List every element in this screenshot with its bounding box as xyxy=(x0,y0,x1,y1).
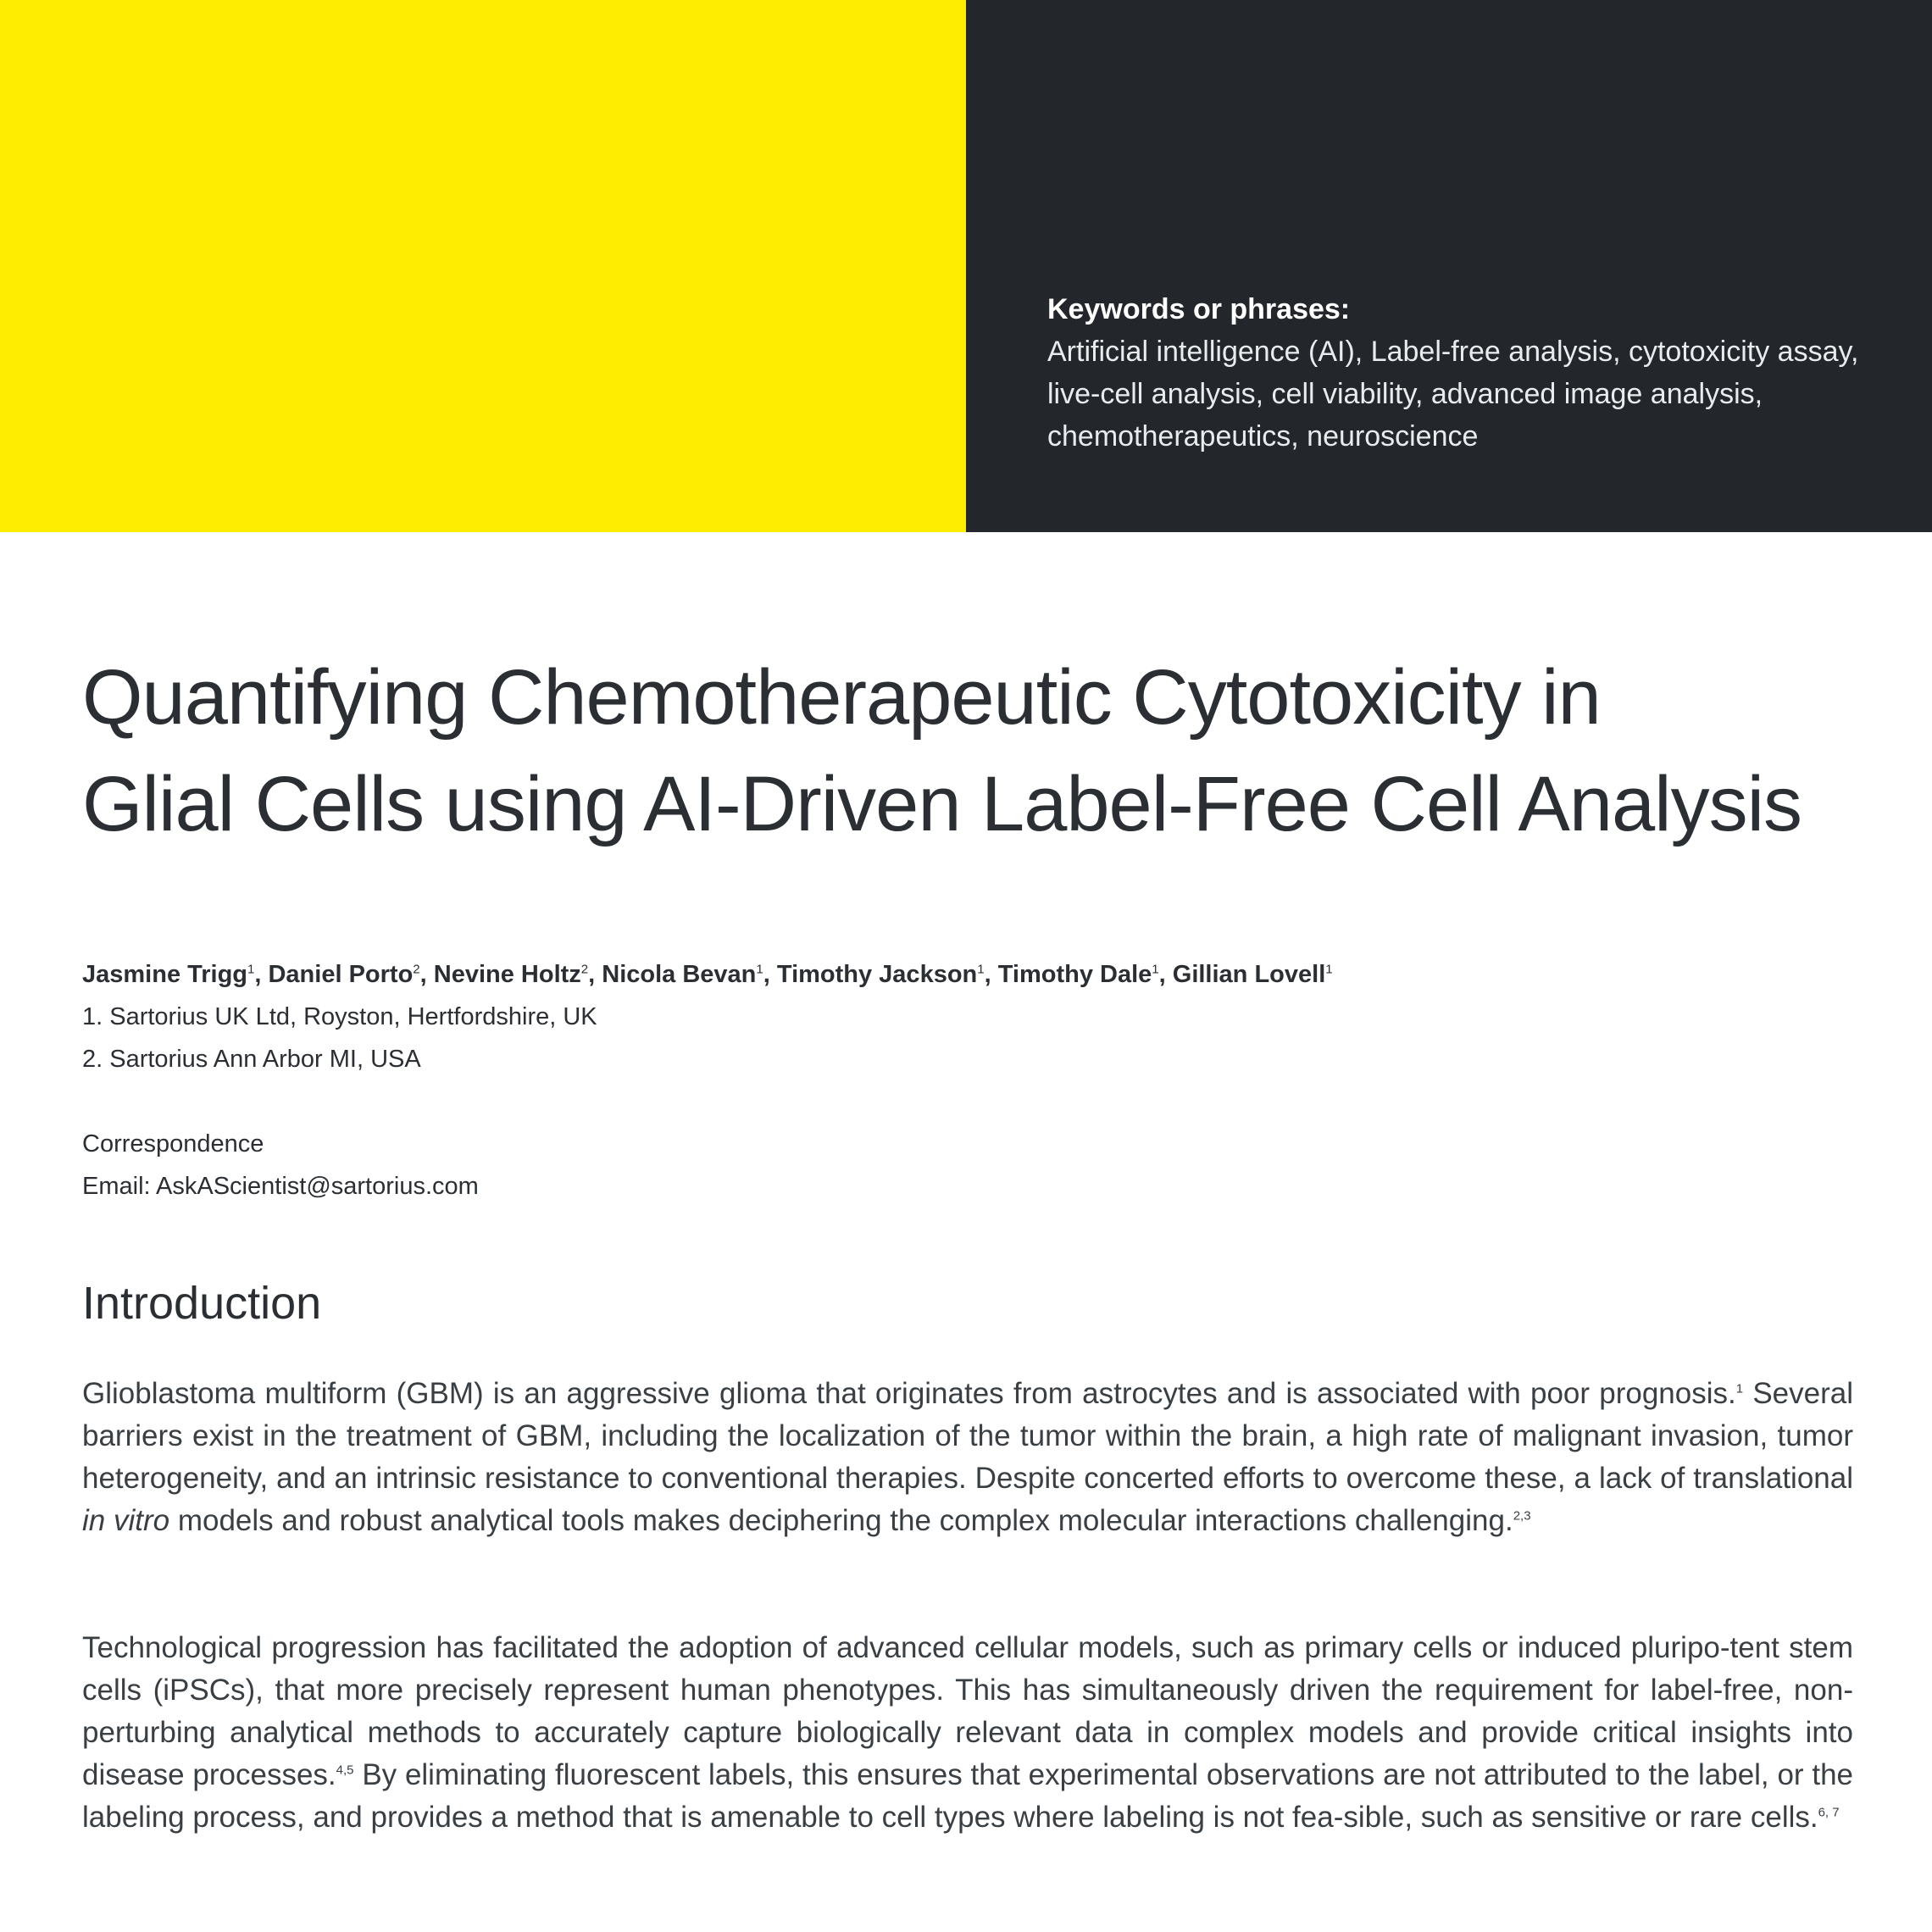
author-name: Daniel Porto xyxy=(268,961,414,988)
header-yellow-block xyxy=(0,0,966,532)
author-affiliation: 1 xyxy=(977,962,985,977)
intro-paragraph-2 xyxy=(82,1627,1853,1839)
author-name: Nevine Holtz xyxy=(433,961,581,988)
document-title xyxy=(82,644,1853,858)
paragraph-text: By eliminating fluorescent labels, this ensures that experimental observations are not attributed to the label, or the labeling process, and provides a method that is amenable to cell types where labeling is not fea-sible, such as sensitive or rare cells. xyxy=(82,1758,1853,1834)
author-affiliation: 2 xyxy=(580,962,589,977)
affiliation-2: 2. Sartorius Ann Arbor MI, USA xyxy=(82,1046,421,1073)
author-name: Jasmine Trigg xyxy=(82,961,248,988)
correspondence-label: Correspondence xyxy=(82,1130,264,1158)
affiliation-1: 1. Sartorius UK Ltd, Royston, Hertfordshire, UK xyxy=(82,1003,597,1030)
author-affiliation: 1 xyxy=(756,962,763,977)
title-block xyxy=(82,644,1853,858)
citation: 2,3 xyxy=(1513,1508,1531,1524)
correspondence-block xyxy=(82,1123,479,1208)
author-name: Gillian Lovell xyxy=(1172,961,1326,988)
title-line-2: Glial Cells using AI-Driven Label-Free Cell Analysis xyxy=(82,761,1802,847)
author-name: Timothy Dale xyxy=(997,961,1152,988)
correspondence-email[interactable]: Email: AskAScientist@sartorius.com xyxy=(82,1173,479,1200)
paragraph-text: Several barriers exist in the treatment of GBM, including the localization of the tumor within the brain, a high rate of malignant invasion, tumor heterogeneity, and an intrinsic resistance to conventional therapies. Despite concerted efforts to overcome these, a lack of translational xyxy=(82,1377,1853,1495)
author-affiliation: 1 xyxy=(1152,962,1159,977)
author-affiliation: 2 xyxy=(413,962,420,977)
paragraph-text: models and robust analytical tools makes deciphering the complex molecular interactions challenging. xyxy=(169,1504,1513,1537)
italic-text: in vitro xyxy=(82,1504,170,1537)
paragraph-text: Technological progression has facilitated the adoption of advanced cellular models, such as primary cells or induced pluripo-tent stem cells (iPSCs), that more precisely represent human phenotypes. This has simultaneously driven the requirement for label-free, non-perturbing analytical methods to accurately capture biologically relevant data in complex models and provide critical insights into disease processes. xyxy=(82,1631,1853,1791)
header-banner xyxy=(0,0,1932,532)
author-affiliation: 1 xyxy=(247,962,255,977)
authors-block xyxy=(82,953,1853,1080)
title-line-1: Quantifying Chemotherapeutic Cytotoxicity in xyxy=(82,654,1601,741)
author-name: Timothy Jackson xyxy=(776,961,978,988)
keywords-title: Keywords or phrases: xyxy=(1047,293,1351,325)
keywords-box xyxy=(1047,288,1895,458)
introduction-heading: Introduction xyxy=(82,1278,322,1329)
citation: 1 xyxy=(1735,1381,1744,1396)
author-affiliation: 1 xyxy=(1325,962,1333,977)
citation: 6, 7 xyxy=(1818,1805,1840,1820)
citation: 4,5 xyxy=(336,1763,354,1778)
keywords-text: Artificial intelligence (AI), Label-free analysis, cytotoxicity assay, live-cell analysis, cell viability, advanced image analysis, chemotherapeutics, neuroscience xyxy=(1047,336,1859,452)
author-name: Nicola Bevan xyxy=(602,961,757,988)
author-list: Jasmine Trigg$^1$, Daniel Porto$^2$, Nevine Holtz$^2$, Nicola Bevan$^1$, Timothy Jackson$^1$, Timothy Dale$^1$, Gillian Lovell$^1$ xyxy=(82,961,1333,988)
paragraph-text: Glioblastoma multiform (GBM) is an aggressive glioma that originates from astrocytes and is associated with poor prognosis. xyxy=(82,1377,1736,1410)
intro-paragraph-1 xyxy=(82,1373,1853,1542)
